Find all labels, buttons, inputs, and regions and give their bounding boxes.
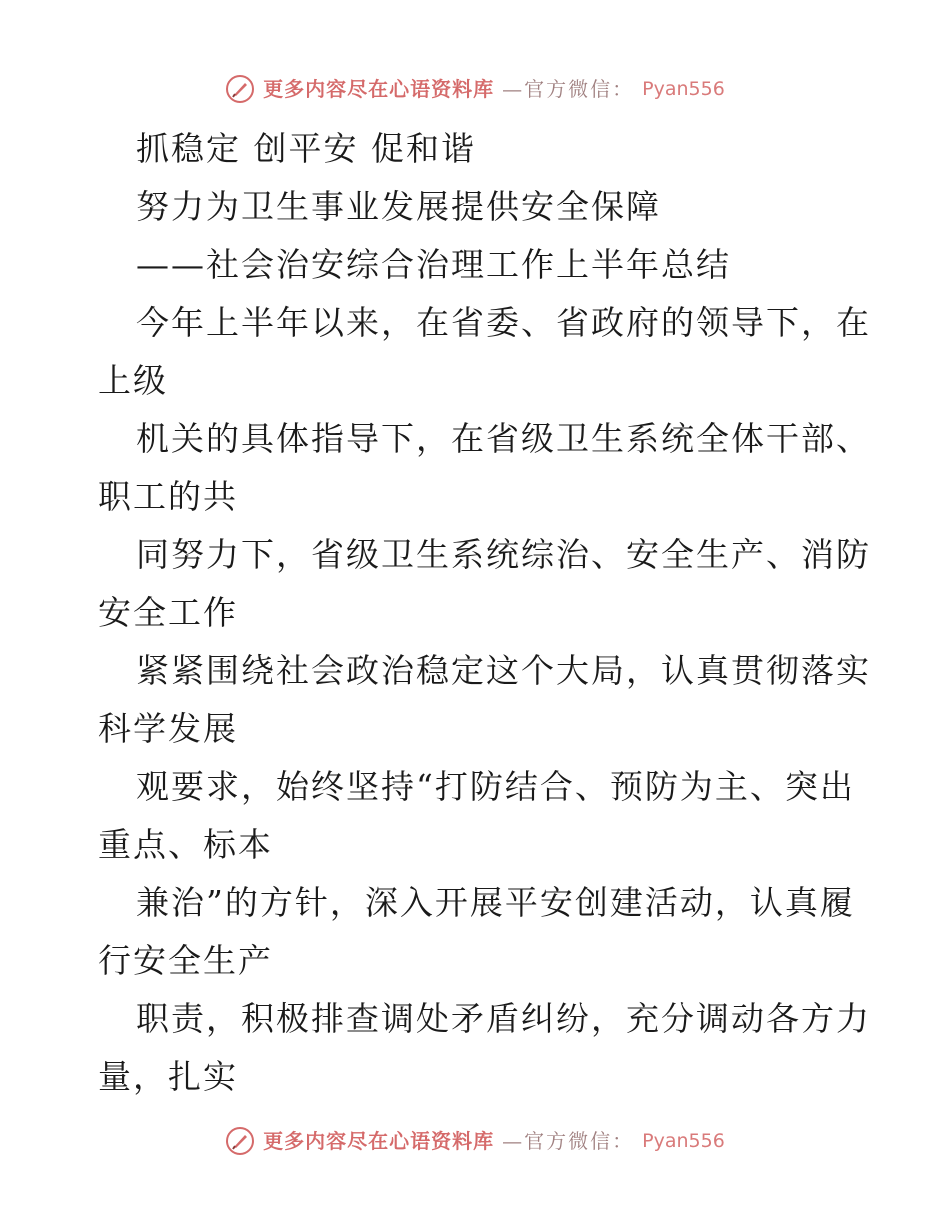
paragraph-line: 安全工作 <box>98 593 238 632</box>
paragraph-line: 科学发展 <box>98 709 238 748</box>
paragraph-line: 今年上半年以来，在省委、省政府的领导下，在 <box>136 303 871 342</box>
banner-wechat-id: Pyan556 <box>642 78 725 100</box>
paragraph-line: 行安全生产 <box>98 941 273 980</box>
paragraph-line: 紧紧围绕社会政治稳定这个大局，认真贯彻落实 <box>136 651 871 690</box>
banner-wechat-id: Pyan556 <box>642 1130 725 1152</box>
paragraph-line: 同努力下，省级卫生系统综治、安全生产、消防 <box>136 535 871 574</box>
banner-separator: —官方微信： <box>502 77 635 101</box>
footer-banner <box>0 1126 950 1156</box>
doc-subtitle: 努力为卫生事业发展提供安全保障 <box>136 187 661 226</box>
document-body <box>98 120 871 1106</box>
banner-separator: —官方微信： <box>502 1129 635 1153</box>
quill-circle-logo-icon <box>225 1126 255 1156</box>
banner-title: 更多内容尽在心语资料库 <box>263 77 495 101</box>
header-banner <box>0 74 950 104</box>
doc-title: 抓稳定 创平安 促和谐 <box>136 129 476 168</box>
paragraph-line: 职责，积极排查调处矛盾纠纷，充分调动各方力 <box>136 999 871 1038</box>
paragraph-line: 兼治”的方针，深入开展平安创建活动，认真履 <box>136 883 855 922</box>
paragraph-line: 观要求，始终坚持“打防结合、预防为主、突出 <box>136 767 855 806</box>
paragraph-line: 量，扎实 <box>98 1057 238 1096</box>
paragraph-line: 重点、标本 <box>98 825 273 864</box>
doc-subheading: ——社会治安综合治理工作上半年总结 <box>136 245 731 284</box>
paragraph-line: 上级 <box>98 361 168 400</box>
quill-circle-logo-icon <box>225 74 255 104</box>
paragraph-line: 职工的共 <box>98 477 238 516</box>
paragraph-line: 机关的具体指导下，在省级卫生系统全体干部、 <box>136 419 871 458</box>
banner-title: 更多内容尽在心语资料库 <box>263 1129 495 1153</box>
